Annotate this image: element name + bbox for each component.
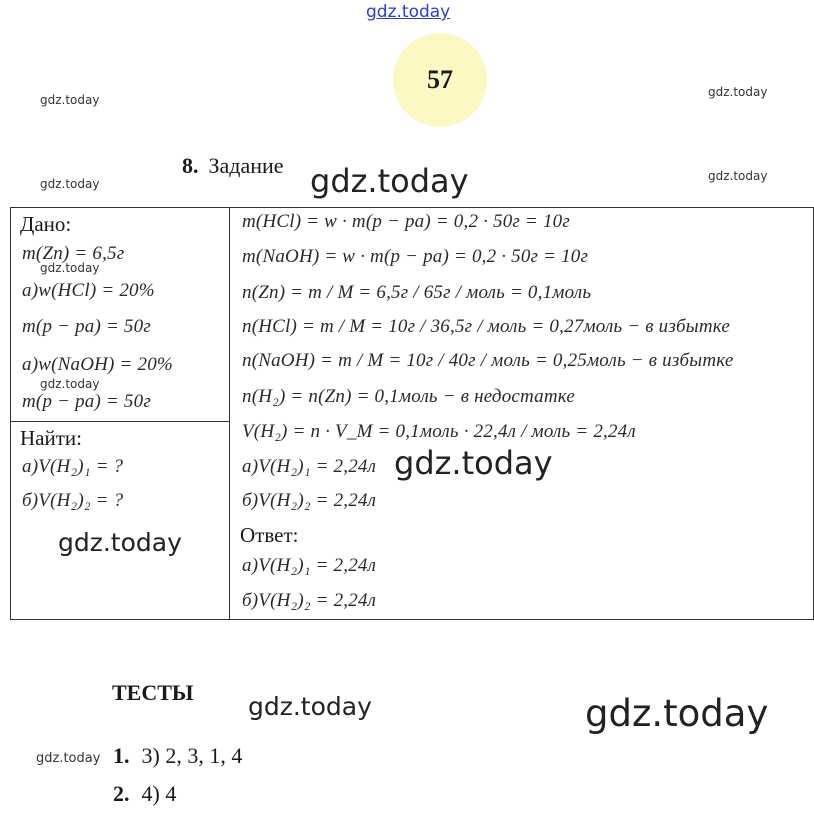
test-answer [113, 743, 242, 769]
given-line: m(p − pa) = 50г [22, 391, 151, 412]
find-line: а)V(H₂)₁ = ? [22, 456, 124, 477]
given-line: а)w(NaOH) = 20% [22, 354, 173, 375]
watermark: gdz.today [40, 377, 100, 391]
test-number: 1. [113, 743, 130, 768]
table-top-border [10, 207, 814, 208]
table-column-divider [229, 207, 230, 620]
solution-line: V(H₂) = n · V_M = 0,1моль · 22,4л / моль = 2,24л [242, 421, 636, 442]
answer-line: а)V(H₂)₁ = 2,24л [242, 555, 377, 576]
answer-header: Ответ: [240, 523, 299, 547]
task-title [182, 153, 284, 179]
page-number-badge [393, 33, 487, 127]
test-number: 2. [113, 781, 130, 806]
watermark: gdz.today [310, 162, 469, 200]
task-number: 8. [182, 153, 199, 178]
watermark: gdz.today [394, 444, 553, 482]
find-line: б)V(H₂)₂ = ? [22, 490, 124, 511]
solution-line: а)V(H₂)₁ = 2,24л [242, 456, 377, 477]
watermark: gdz.today [708, 85, 768, 99]
watermark: gdz.today [585, 692, 769, 735]
find-header: Найти: [20, 426, 82, 450]
test-answer-value: 3) 2, 3, 1, 4 [141, 743, 243, 768]
task-label: Задание [208, 153, 284, 178]
answer-line: б)V(H₂)₂ = 2,24л [242, 590, 377, 611]
tests-title: ТЕСТЫ [112, 680, 194, 705]
given-find-divider [10, 421, 230, 422]
solution-line: n(NaOH) = m / M = 10г / 40г / моль = 0,25моль − в избытке [242, 350, 734, 371]
table-bottom-border [10, 619, 814, 620]
watermark: gdz.today [40, 177, 100, 191]
solution-line: n(H₂) = n(Zn) = 0,1моль − в недостатке [242, 386, 576, 407]
solution-line: m(NaOH) = w · m(p − pa) = 0,2 · 50г = 10г [242, 246, 589, 267]
solution-line: m(HCl) = w · m(p − pa) = 0,2 · 50г = 10г [242, 211, 570, 232]
test-answer [113, 781, 176, 807]
solution-line: n(Zn) = m / M = 6,5г / 65г / моль = 0,1моль [242, 282, 592, 303]
test-answer-value: 4) 4 [141, 781, 177, 806]
given-line: а)w(HCl) = 20% [22, 280, 155, 301]
watermark: gdz.today [36, 751, 101, 766]
table-left-border [10, 207, 11, 620]
given-line: m(p − pa) = 50г [22, 316, 151, 337]
solution-line: n(HCl) = m / M = 10г / 36,5г / моль = 0,27моль − в избытке [242, 316, 730, 337]
watermark: gdz.today [40, 261, 100, 275]
watermark: gdz.today [248, 692, 372, 721]
given-header: Дано: [20, 212, 72, 236]
watermark: gdz.today [40, 93, 100, 107]
watermark: gdz.today [58, 528, 182, 557]
watermark[interactable]: gdz.today [366, 2, 451, 22]
given-line: m(Zn) = 6,5г [22, 243, 125, 264]
page-number: 57 [427, 65, 453, 94]
watermark: gdz.today [708, 169, 768, 183]
solution-line: б)V(H₂)₂ = 2,24л [242, 490, 377, 511]
